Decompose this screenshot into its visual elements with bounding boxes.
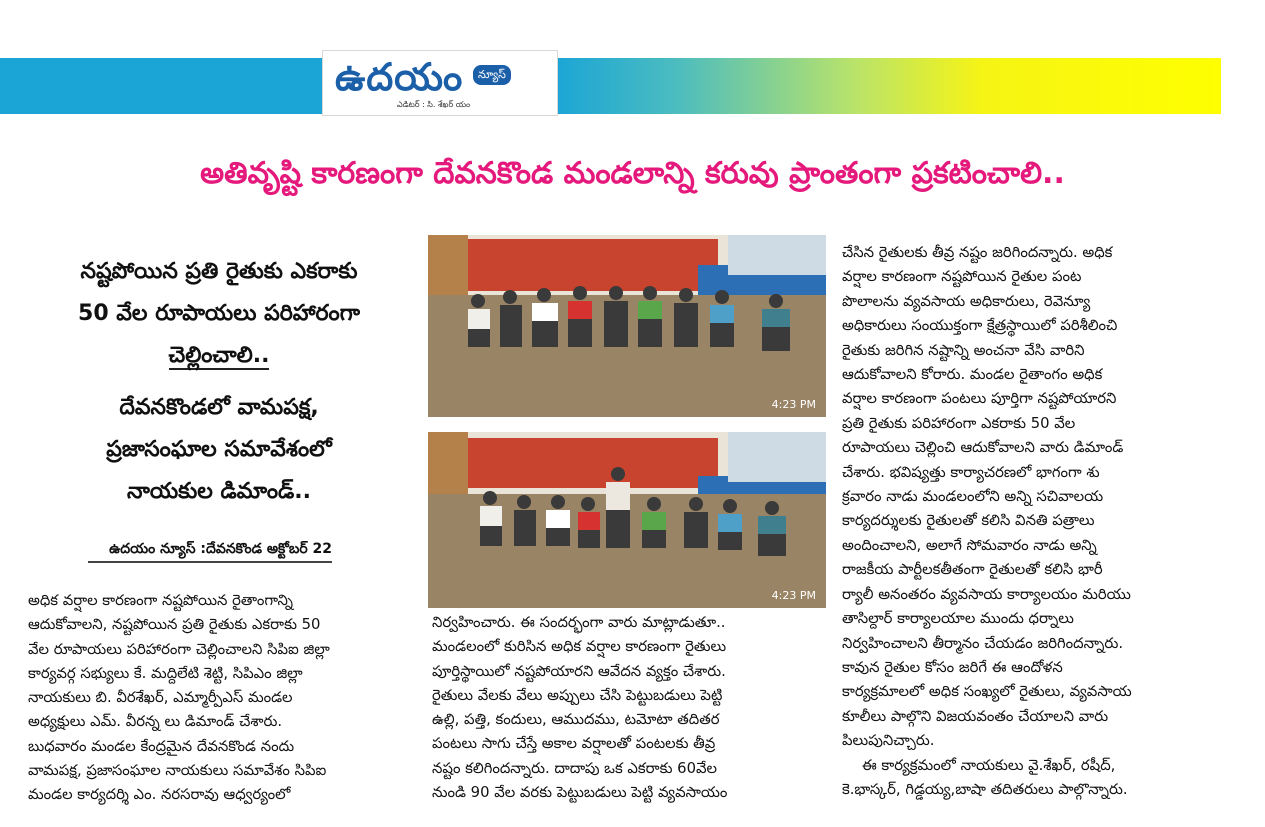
news-photo: [428, 235, 826, 417]
article-line: రూపాయలు చెల్లించి ఆదుకోవాలని వారు డిమాండ్: [842, 439, 1124, 457]
article-line: చేశారు. భవిష్యత్తు కార్యాచరణలో భాగంగా శు: [842, 463, 1100, 481]
masthead-band-left: [0, 58, 326, 114]
article-line: బుధవారం మండల కేంద్రమైన దేవనకొండ నందు: [28, 737, 295, 755]
article-line: ప్రతి రైతుకు పరిహారంగా ఎకరాకు 50 వేల: [842, 414, 1076, 432]
article-line: అధ్యక్షులు ఎమ్. వీరన్న లు డిమాండ్ చేశారు.: [28, 713, 283, 731]
subhead-underlined: చెల్లించాలి..: [168, 343, 270, 368]
logo-text: ఉదయం: [335, 55, 464, 99]
subhead-line: నాయకుల డిమాండ్..: [126, 479, 312, 504]
dateline: ఉదయం న్యూస్ :దేవనకొండ అక్టోబర్ 22: [88, 537, 332, 563]
article-line: చేసిన రైతులకు తీవ్ర నష్టం జరిగిందన్నారు. అధిక: [842, 244, 1113, 261]
article-line: పొలాలను వ్యవసాయ అధికారులు, రెవెన్యూ: [842, 292, 1091, 310]
article-line: రైతులు వేలకు వేలు అప్పులు చేసి పెట్టుబడులు పెట్టి: [432, 686, 723, 704]
article-line: నిర్వహించారు. ఈ సందర్భంగా వారు మాట్లాడుతూ..: [432, 614, 726, 631]
article-line: తాసిల్దార్ కార్యాలయాల ముందు ధర్నాలు: [842, 610, 1074, 628]
article-line: రాజకీయ పార్టీలకతీతంగా రైతులతో కలిసి భారీ: [842, 561, 1103, 579]
article-line: ఉల్లి, పత్తి, కందులు, ఆముదము, టమోటా తదితర: [432, 711, 720, 729]
article-line: కార్యక్రమాలలో అధిక సంఖ్యలో రైతులు, వ్యవసాయ: [842, 683, 1132, 701]
photo-timestamp: 4:23 PM: [771, 398, 816, 411]
article-line: రైతుకు జరిగిన నష్టాన్ని అంచనా వేసి వారిని: [842, 341, 1085, 359]
article-line: నాయకులు బి. వీరశేఖర్, ఎమ్మార్పీఎస్ మండల: [28, 689, 293, 707]
article-line: ఆదుకోవాలని, నష్టపోయిన ప్రతి రైతుకు ఎకరాకు 50: [28, 616, 321, 634]
article-line: పిలుపునిచ్చారు.: [842, 732, 935, 750]
article-line: మండలంలో కురిసిన అధిక వర్షాల కారణంగా రైతులు: [432, 638, 727, 656]
masthead-band-right: [855, 58, 1221, 114]
headline: అతివృష్టి కారణంగా దేవనకొండ మండలాన్ని కరువు ప్రాంతంగా ప్రకటించాలి..: [200, 156, 1065, 191]
article-line: కార్యదర్శులకు రైతులతో కలిసి వినతి పత్రాలు: [842, 512, 1095, 530]
subhead-line: 50 వేల రూపాయలు పరిహారంగా: [78, 301, 360, 326]
article-line: పంటలు సాగు చేస్తే అకాల వర్షాలతో పంటలకు తీవ్ర: [432, 735, 716, 753]
article-column-2: [432, 611, 818, 805]
article-line: కూలీలు పాల్గొని విజయవంతం చేయాలని వారు: [842, 707, 1109, 725]
article-line: అధిక వర్షాల కారణంగా నష్టపోయిన రైతాంగాన్ని: [28, 592, 293, 609]
news-photo: [428, 432, 826, 608]
article-line: అధికారులు సంయుక్తంగా క్షేత్రస్థాయిలో పరిశీలించి: [842, 317, 1118, 335]
article-line: వర్షాల కారణంగా నష్టపోయిన రైతుల పంట: [842, 268, 1082, 286]
article-line: పూర్తిస్థాయిలో నష్టపోయారని ఆవేదన వ్యక్తం చేశారు.: [432, 662, 726, 680]
article-line: వామపక్ష, ప్రజాసంఘాల నాయకులు సమావేశం సిపిఐ: [28, 762, 327, 780]
logo-badge: న్యూస్: [473, 65, 511, 85]
subhead-line: [20, 334, 418, 378]
subhead-line: ప్రజాసంఘాల సమావేశంలో: [106, 437, 332, 462]
logo-tagline: ఎడిటర్ : సి. శేఖర్ యం: [397, 100, 471, 109]
article-line: ర్యాలీ అనంతరం వ్యవసాయ కార్యాలయం మరియు: [842, 585, 1131, 603]
article-line: ఈ కార్యక్రమంలో నాయకులు వై.శేఖర్, రషీద్,: [862, 756, 1116, 774]
article-line: వేల రూపాయలు పరిహారంగా చెల్లించాలని సిపిఐ జిల్లా: [28, 640, 330, 658]
article-line: నుండి 90 వేల వరకు పెట్టుబడులు పెట్టి వ్యవసాయం: [432, 784, 728, 802]
article-line: నిర్వహించాలని తీర్మానం చేయడం జరిగిందన్నారు.: [842, 634, 1124, 652]
subhead-line: దేవనకొండలో వామపక్ష,: [119, 395, 319, 420]
article-column-1: [28, 589, 410, 808]
newspaper-logo: [322, 50, 558, 116]
article-column-3: [842, 241, 1220, 802]
article-line: నష్టం కలిగిందన్నారు. దాదాపు ఒక ఎకరాకు 60వేల: [432, 759, 718, 777]
masthead-band-middle: [555, 58, 855, 114]
article-line: ఆదుకోవాలని కోరారు. మండల రైతాంగం అధిక: [842, 366, 1103, 384]
article-line: క్రవారం నాడు మండలంలోని అన్ని సచివాలయ: [842, 488, 1104, 506]
article-line: మండల కార్యదర్శి ఎం. నరసరావు ఆధ్వర్యంలో: [28, 786, 291, 804]
article-line: అందించాలని, అలాగే సోమవారం నాడు అన్ని: [842, 536, 1097, 554]
article-line: కావున రైతుల కోసం జరిగే ఈ ఆందోళన: [842, 658, 1063, 676]
article-line: వర్షాల కారణంగా పంటలు పూర్తిగా నష్టపోయారని: [842, 390, 1117, 408]
article-line: కె.భాస్కర్, గిడ్డయ్య,బాషా తదితరులు పాల్గొన్నారు.: [842, 780, 1128, 798]
photo-timestamp: 4:23 PM: [771, 589, 816, 602]
subhead-line: నష్టపోయిన ప్రతి రైతుకు ఎకరాకు: [80, 259, 358, 284]
article-line: కార్యవర్గ సభ్యులు కే. మద్దిలేటి శెట్టి, సిపిఎం జిల్లా: [28, 664, 303, 682]
